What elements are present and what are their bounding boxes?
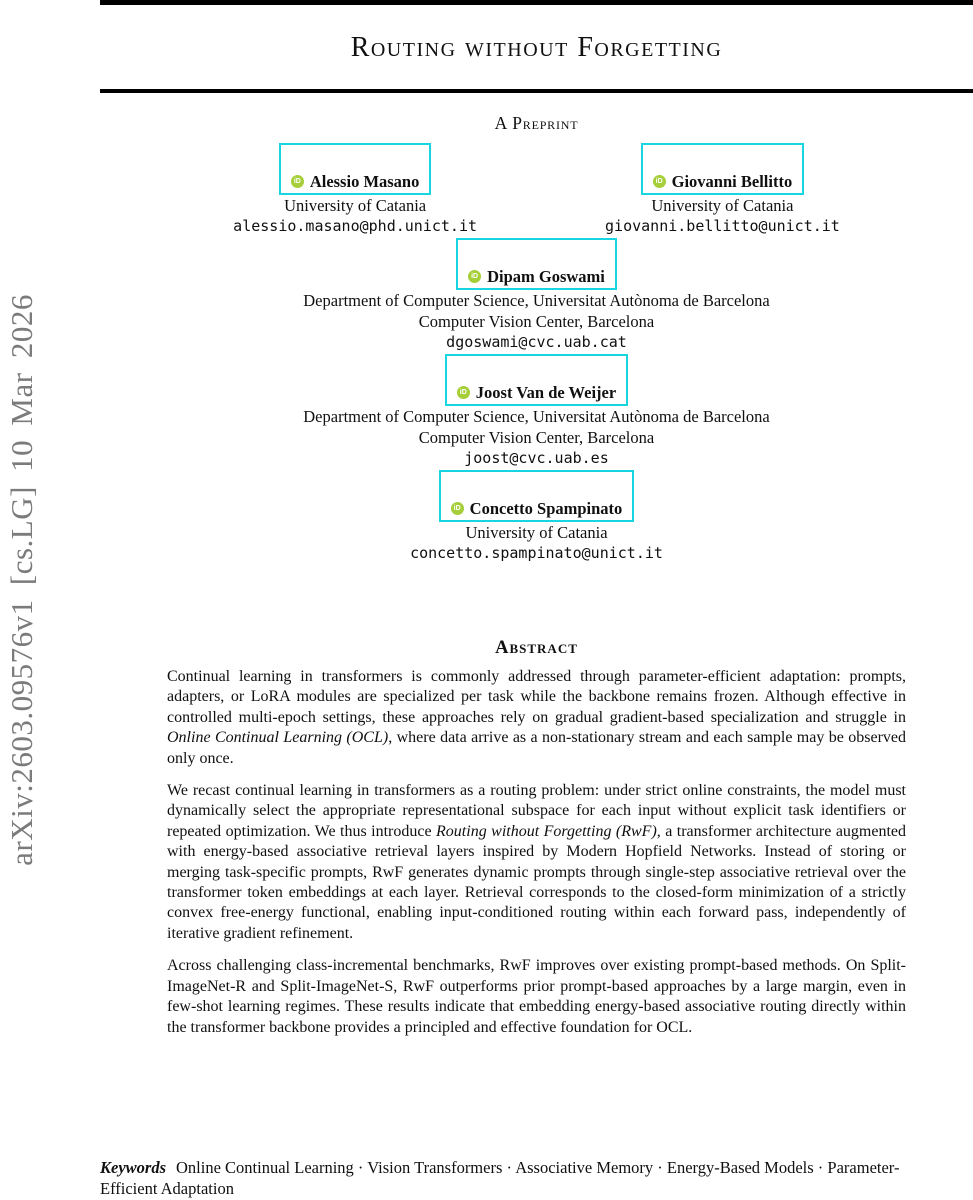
abstract-body <box>167 667 906 1038</box>
orcid-icon <box>468 270 481 283</box>
orcid-icon <box>451 502 464 515</box>
orcid-icon <box>457 386 470 399</box>
author-orcid-link[interactable] <box>445 354 628 406</box>
author-email: giovanni.bellitto@unict.it <box>605 217 840 235</box>
author-row-2 <box>100 238 973 352</box>
author-email: joost@cvc.uab.es <box>464 449 609 467</box>
author-affiliation: University of Catania <box>284 196 427 215</box>
author-email: alessio.masano@phd.unict.it <box>233 217 478 235</box>
paper-content <box>100 0 973 1038</box>
author-email: concetto.spampinato@unict.it <box>410 544 663 562</box>
abstract-paragraph: Continual learning in transformers is commonly addressed through parameter-efficient adaptation: prompts, adapters, or LoRA modules are specialized per task while the backbone remains frozen. Although effective in controlled multi-epoch settings, these approaches rely on gradual gradient-based specialization and struggle in Online Continual Learning (OCL), where data arrive as a non-stationary stream and each sample may be observed only once. <box>167 668 907 767</box>
author-affiliation: Computer Vision Center, Barcelona <box>418 428 655 447</box>
arxiv-stamp: arXiv:2603.09576v1 [cs.LG] 10 Mar 2026 <box>4 294 39 866</box>
author-affiliation: Department of Computer Science, Universitat Autònoma de Barcelona <box>303 291 770 310</box>
author-affiliation: University of Catania <box>465 523 608 542</box>
author-orcid-link[interactable] <box>439 470 635 522</box>
author-affiliation: University of Catania <box>651 196 794 215</box>
author-block <box>410 470 663 563</box>
orcid-icon <box>291 175 304 188</box>
author-block <box>303 238 769 352</box>
abstract-paragraph: Across challenging class-incremental benchmarks, RwF improves over existing prompt-based methods. On Split-ImageNet-R and Split-ImageNet-S, RwF outperforms prior prompt-based approaches by a large margin, even in few-shot learning regimes. These results indicate that embedding energy-based associative routing directly within the transformer backbone provides a principled and effective foundation for OCL. <box>167 957 906 1036</box>
abstract-paragraph: We recast continual learning in transformers as a routing problem: under strict online constraints, the model must dynamically select the appropriate representational subspace for each input without explicit task identifiers or repeated optimization. We thus introduce Routing without Forgetting (RwF), a transformer architecture augmented with energy-based associative retrieval layers inspired by Modern Hopfield Networks. Instead of storing or merging task-specific prompts, RwF generates dynamic prompts through single-step associative retrieval over the transformer token embeddings at each layer. Retrieval corresponds to the closed-form minimization of a strictly convex free-energy functional, enabling input-conditioned routing within each forward pass, independently of iterative gradient refinement. <box>167 782 907 942</box>
author-name: Joost Van de Weijer <box>475 383 617 402</box>
author-row-1 <box>100 143 973 236</box>
author-block <box>233 143 477 236</box>
author-affiliation: Department of Computer Science, Universitat Autònoma de Barcelona <box>303 407 770 426</box>
author-affiliation: Computer Vision Center, Barcelona <box>418 312 655 331</box>
title-rule-bottom <box>100 89 973 93</box>
author-orcid-link[interactable] <box>456 238 617 290</box>
keywords-list: Online Continual Learning · Vision Transformers · Associative Memory · Energy-Based Models · Parameter-Efficient Adaptation <box>100 1158 900 1198</box>
author-block <box>605 143 840 236</box>
orcid-icon <box>653 175 666 188</box>
author-orcid-link[interactable] <box>641 143 805 195</box>
page-title: Routing without Forgetting <box>350 32 723 63</box>
author-row-3 <box>100 354 973 468</box>
author-email: dgoswami@cvc.uab.cat <box>446 333 627 351</box>
abstract-heading: Abstract <box>495 638 578 658</box>
author-name: Concetto Spampinato <box>469 499 623 518</box>
title-rule-top <box>100 0 973 5</box>
authors-section <box>100 143 973 563</box>
author-block <box>303 354 769 468</box>
author-name: Dipam Goswami <box>487 267 605 286</box>
author-name: Alessio Masano <box>309 172 420 191</box>
keywords-label: Keywords <box>100 1158 166 1177</box>
author-row-4 <box>100 470 973 563</box>
author-orcid-link[interactable] <box>279 143 432 195</box>
preprint-label: A Preprint <box>494 113 579 133</box>
author-name: Giovanni Bellitto <box>671 172 793 191</box>
keywords-line <box>100 1157 943 1199</box>
